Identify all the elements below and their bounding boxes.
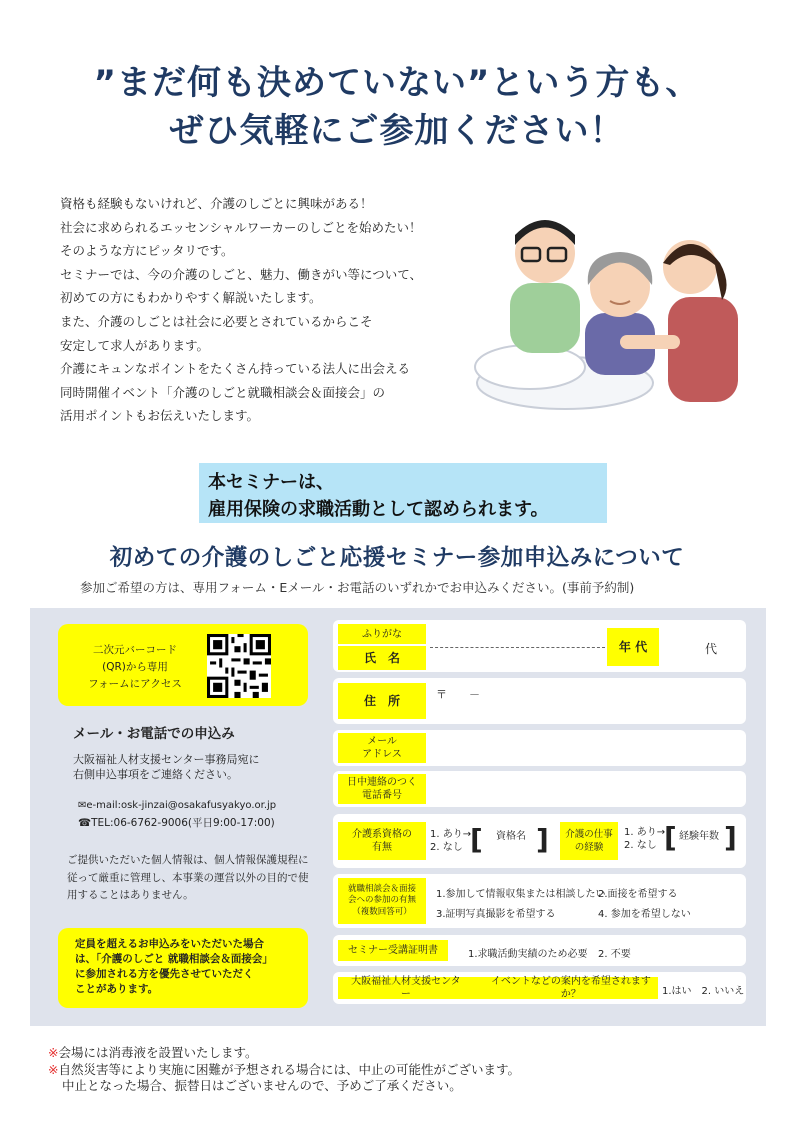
exp-option[interactable]: 1. あり→ [624, 827, 666, 838]
caregivers-illustration [470, 205, 750, 415]
event-option-2[interactable]: 2.面接を希望する [598, 889, 678, 900]
phone-icon: ☎ [78, 817, 92, 829]
event-option-3[interactable]: 3.証明写真撮影を希望する [436, 909, 556, 920]
qualification-name-label: 資格名 [496, 831, 526, 842]
exp-option[interactable]: 2. なし [624, 840, 657, 851]
footer-text: 会場には消毒液を設置いたします。 [58, 1045, 258, 1060]
certificate-label: セミナー受講証明書 [338, 940, 448, 961]
qual-option[interactable]: 2. なし [430, 842, 463, 853]
center-options[interactable]: 1.はい 2. いいえ [662, 986, 745, 997]
contact-line2: 右側申込事項をご連絡ください。 [73, 768, 238, 781]
bracket-right: ] [536, 823, 549, 856]
furigana-divider [430, 647, 605, 648]
email-row[interactable] [78, 800, 276, 811]
intro-line: セミナーでは、今の介護のしごと、魅力、働きがい等について、 [60, 266, 423, 282]
name-label: 氏 名 [338, 646, 426, 670]
callout-line2: 雇用保険の求職活動として認められます。 [208, 499, 549, 520]
experience-label-line: の経験 [574, 842, 604, 853]
capacity-line: ことがあります。 [75, 983, 159, 995]
note-mark: ※ [48, 1045, 59, 1060]
intro-text [60, 192, 470, 428]
qualification-label [338, 822, 426, 860]
email-address[interactable]: e-mail:osk-jinzai@osakafusyakyo.or.jp [86, 800, 277, 811]
qr-line: フォームにアクセス [88, 678, 182, 690]
event-label [338, 878, 426, 924]
email-label-line: アドレス [362, 749, 402, 760]
privacy-note [67, 852, 309, 905]
intro-line: 社会に求められるエッセンシャルワーカーのしごとを始めたい！ [60, 219, 422, 235]
footer-text: 自然災害等により実施に困難が予想される場合には、中止の可能性がございます。 [58, 1062, 520, 1077]
furigana-label: ふりがな [338, 624, 426, 644]
center-question: イベントなどの案内を希望されますか？ [490, 976, 651, 1000]
bracket-left: [ [470, 823, 483, 856]
qualification-label-line: 介護系資格の [352, 829, 412, 840]
phone-label [338, 774, 426, 804]
capacity-note [75, 937, 273, 997]
footer-note-1 [48, 1043, 258, 1061]
intro-line: 活用ポイントもお伝えいたします。 [60, 408, 260, 424]
cert-option-1[interactable]: 1.求職活動実績のため必要 [468, 949, 588, 960]
address-label: 住 所 [338, 683, 426, 719]
capacity-line: は、「介護のしごと 就職相談会＆面接会」 [75, 953, 273, 965]
intro-line: また、介護のしごとは社会に必要とされているからこそ [60, 313, 373, 329]
headline-line1: ”まだ何も決めていない”という方も、 [93, 63, 701, 103]
center-label: 大阪福祉人材支援センター [351, 976, 461, 1000]
note-mark: ※ [48, 1062, 59, 1077]
intro-line: 同時開催イベント「介護のしごと就職相談会＆面接会」の [60, 384, 386, 400]
center-info-label [338, 977, 658, 999]
qr-line: (QR)から専用 [102, 661, 168, 673]
qr-text [70, 642, 200, 693]
privacy-line: 従って厳重に管理し、本事業の運営以外の目的で使 [67, 871, 309, 884]
email-label-line: メール [367, 736, 397, 747]
event-label-line: （複数回答可） [352, 906, 412, 917]
intro-line: 介護にキュンなポイントをたくさん持っている法人に出会える [60, 361, 411, 377]
contact-title: メール・お電話での申込み [73, 726, 235, 742]
headline-line2: ぜひ気軽にご参加ください！ [169, 111, 625, 151]
section-title: 初めての介護のしごと応援セミナー参加申込みについて [109, 545, 685, 571]
age-suffix: 代 [705, 642, 718, 656]
event-label-line: 会への参加の有無 [347, 895, 416, 906]
section-note: 参加ご希望の方は、専用フォーム・Eメール・お電話のいずれかでお申込みください。(事前予約制) [80, 580, 635, 595]
intro-line: 資格も経験もないけれど、介護のしごとに興味がある！ [60, 196, 373, 211]
experience-years-label: 経験年数 [679, 831, 719, 842]
footer-note-3: 中止となった場合、振替日はございませんので、予めご了承ください。 [62, 1078, 462, 1093]
event-option-1[interactable]: 1.参加して情報収集または相談したい [436, 889, 606, 900]
privacy-line: 用することはありません。 [67, 889, 194, 901]
phone-label-line: 電話番号 [362, 790, 402, 801]
intro-line: 安定して求人があります。 [60, 337, 210, 353]
contact-line1: 大阪福祉人材支援センター事務局宛に [73, 753, 260, 766]
intro-line: 初めての方にもわかりやすく解説いたします。 [60, 290, 322, 306]
cert-option-2[interactable]: 2. 不要 [598, 949, 631, 960]
mail-icon: ✉ [78, 800, 87, 811]
email-label [338, 733, 426, 763]
qual-option[interactable]: 1. あり→ [430, 829, 472, 840]
experience-options[interactable] [624, 826, 665, 852]
qualification-label-line: 有無 [372, 842, 392, 853]
privacy-line: ご提供いただいた個人情報は、個人情報保護規程に [67, 854, 309, 866]
experience-label [560, 822, 618, 860]
event-option-4[interactable]: 4. 参加を希望しない [598, 909, 691, 920]
bracket-left: [ [664, 821, 677, 854]
qr-line: 二次元バーコード [93, 644, 177, 656]
tel-number[interactable]: TEL:06-6762-9006(平日9:00-17:00) [91, 817, 275, 829]
age-label: 年 代 [607, 628, 659, 666]
event-label-line: 就職相談会＆面接 [347, 883, 416, 894]
phone-label-line: 日中連絡のつく [347, 777, 417, 788]
tel-row[interactable] [78, 815, 275, 830]
capacity-line: 定員を超えるお申込みをいただいた場合 [75, 938, 264, 950]
intro-line: そのような方にピッタリです。 [60, 243, 234, 259]
qr-code-icon[interactable] [207, 634, 271, 698]
qualification-options[interactable] [430, 828, 471, 854]
experience-label-line: 介護の仕事 [565, 829, 613, 840]
callout-line1: 本セミナーは、 [208, 472, 334, 493]
bracket-right: ] [724, 821, 737, 854]
capacity-line: に参加される方を優先させていただく [75, 968, 254, 980]
postal-mark: 〒 － [436, 688, 480, 701]
